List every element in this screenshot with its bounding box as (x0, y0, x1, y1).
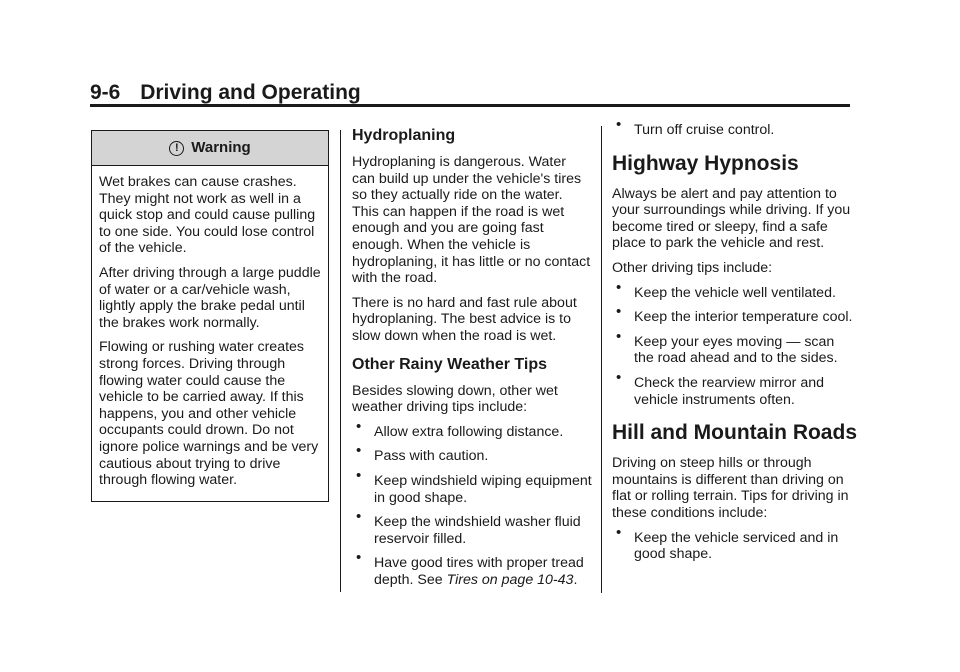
hill-mountain-heading: Hill and Mountain Roads (612, 421, 857, 445)
list-item: • Turn off cruise control. (612, 122, 857, 139)
page-header (90, 80, 850, 106)
tires-page-link[interactable]: Tires on page 10-43 (446, 571, 574, 588)
rainy-tips-intro: Besides slowing down, other wet weather driving tips include: (352, 382, 558, 416)
column-divider-right (601, 126, 602, 593)
hydroplaning-paragraph: Hydroplaning is dangerous. Water can build up under the vehicle's tires so they actually ride on the water. This can happen if the road is wet enough and you are going fast enough. When the vehicle is hydroplaning, it has little or no contact with the road. (352, 154, 591, 287)
list-item (352, 555, 592, 588)
warning-header (92, 131, 328, 166)
header-rule (90, 104, 850, 107)
highway-hypnosis-paragraph: Always be alert and pay attention to your surroundings while driving. If you become tired or sleepy, find a safe place to park the vehicle and rest. (612, 185, 851, 252)
list-item: • Allow extra following distance. (352, 424, 592, 441)
rainy-tips-heading: Other Rainy Weather Tips (352, 355, 548, 373)
list-item: • Keep the vehicle serviced and in good shape. (612, 530, 857, 563)
highway-hypnosis-intro: Other driving tips include: (612, 259, 773, 276)
hill-mountain-list (612, 530, 857, 563)
warning-icon: ! (169, 141, 184, 156)
list-item: • Check the rearview mirror and vehicle instruments often. (612, 375, 857, 408)
rainy-tips-list (352, 424, 592, 589)
warning-paragraph: Flowing or rushing water creates strong forces. Driving through flowing water could cause the vehicle to be carried away. If this happens, you and other vehicle occupants could drown. Do not ignore police warnings and be very cautious about trying to drive through flowing water. (99, 339, 319, 489)
list-item-end: . (573, 571, 578, 588)
list-item: • Keep the vehicle well ventilated. (612, 285, 857, 302)
hydroplaning-heading: Hydroplaning (352, 127, 456, 144)
column-1 (91, 130, 329, 502)
list-item: • Keep the windshield washer fluid reservoir filled. (352, 514, 592, 547)
section-title: Driving and Operating (140, 81, 361, 104)
list-item: • Keep the interior temperature cool. (612, 309, 857, 326)
warning-body (92, 166, 328, 501)
warning-paragraph: After driving through a large puddle of water or a car/vehicle wash, lightly apply the brake pedal until the brakes work normally. (99, 264, 321, 331)
column-divider-left (340, 130, 341, 592)
warning-paragraph: Wet brakes can cause crashes. They might not work as well in a quick stop and could cause pulling to one side. You could lose control of the vehicle. (99, 174, 316, 257)
warning-box (91, 130, 329, 502)
column-3 (612, 122, 857, 571)
warning-title: Warning (191, 138, 251, 156)
hill-mountain-paragraph: Driving on steep hills or through mountains is different than driving on flat or rolling terrain. Tips for driving in these conditions include: (612, 455, 849, 521)
list-item: • Keep windshield wiping equipment in good shape. (352, 473, 592, 506)
hydroplaning-paragraph: There is no hard and fast rule about hydroplaning. The best advice is to slow down when the road is wet. (352, 294, 577, 344)
page-number: 9-6 (90, 81, 121, 104)
highway-hypnosis-heading: Highway Hypnosis (612, 151, 799, 175)
list-item-text: Have good tires with proper tread depth. See (374, 555, 584, 588)
list-item: • Pass with caution. (352, 448, 592, 465)
highway-hypnosis-list (612, 285, 857, 409)
rainy-tips-list-continued (612, 122, 857, 139)
column-2 (352, 126, 592, 596)
list-item: • Keep your eyes moving — scan the road ahead and to the sides. (612, 334, 857, 367)
